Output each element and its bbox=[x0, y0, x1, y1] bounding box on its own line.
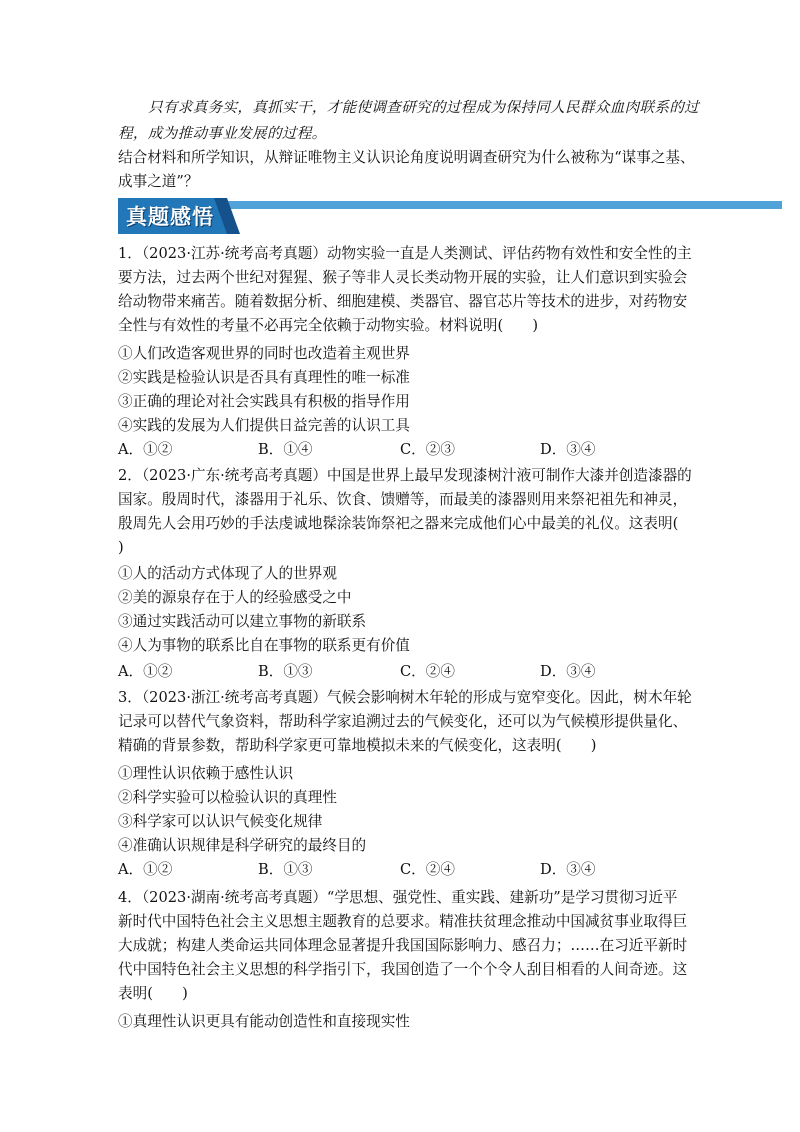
statement: ③正确的理论对社会实践具有积极的指导作用 bbox=[118, 393, 410, 410]
option-c[interactable]: C．②④ bbox=[400, 861, 455, 878]
question-1-text: 要方法，过去两个世纪对猩猩、猴子等非人灵长类动物开展的实验，让人们意识到实验会 bbox=[118, 269, 688, 286]
statement: ①真理性认识更具有能动创造性和直接现实性 bbox=[118, 1013, 410, 1030]
option-a[interactable]: A．①② bbox=[118, 663, 173, 680]
statement: ③科学家可以认识气候变化规律 bbox=[118, 813, 323, 830]
question-3-text: 精确的背景参数，帮助科学家更可靠地模拟未来的气候变化，这表明( ) bbox=[118, 737, 597, 754]
statement: ②实践是检验认识是否具有真理性的唯一标准 bbox=[118, 369, 410, 386]
question-3-text: 3．（2023·浙江·统考高考真题）气候会影响树木年轮的形成与宽窄变化。因此，树木年轮 bbox=[118, 689, 692, 706]
option-a[interactable]: A．①② bbox=[118, 441, 173, 458]
option-b[interactable]: B．①③ bbox=[258, 663, 313, 680]
question-prompt: 结合材料和所学知识，从辩证唯物主义认识论角度说明调查研究为什么被称为“谋事之基、 bbox=[118, 149, 695, 166]
statement: ②美的源泉存在于人的经验感受之中 bbox=[118, 589, 352, 606]
question-4-text: 大成就；构建人类命运共同体理念显著提升我国国际影响力、感召力；……在习近平新时 bbox=[118, 937, 688, 954]
question-1-text: 全性与有效性的考量不必再完全依赖于动物实验。材料说明( ) bbox=[118, 317, 539, 334]
question-2-text: 国家。殷周时代，漆器用于礼乐、饮食、馈赠等，而最美的漆器则用来祭祀祖先和神灵， bbox=[118, 491, 688, 508]
option-c[interactable]: C．②④ bbox=[400, 663, 455, 680]
statement: ④准确认识规律是科学研究的最终目的 bbox=[118, 837, 367, 854]
question-prompt: 成事之道”？ bbox=[118, 173, 199, 190]
option-b[interactable]: B．①④ bbox=[258, 441, 313, 458]
statement: ①人的活动方式体现了人的世界观 bbox=[118, 565, 337, 582]
question-2-text: 2．（2023·广东·统考高考真题）中国是世界上最早发现漆树汁液可制作大漆并创造漆器的 bbox=[118, 467, 692, 484]
question-1-text: 1．（2023·江苏·统考高考真题）动物实验一直是人类测试、评估药物有效性和安全性的主 bbox=[118, 245, 692, 262]
question-1-text: 给动物带来痛苦。随着数据分析、细胞建模、类器官、器官芯片等技术的进步，对药物安 bbox=[118, 293, 688, 310]
option-d[interactable]: D．③④ bbox=[540, 663, 596, 680]
question-4-text: 表明( ) bbox=[118, 985, 188, 1002]
option-a[interactable]: A．①② bbox=[118, 861, 173, 878]
banner-stripe bbox=[218, 201, 782, 209]
question-2-text: ) bbox=[118, 539, 124, 556]
statement: ①人们改造客观世界的同时也改造着主观世界 bbox=[118, 345, 410, 362]
statement: ③通过实践活动可以建立事物的新联系 bbox=[118, 613, 367, 630]
question-4-text: 新时代中国特色社会主义思想主题教育的总要求。精准扶贫理念推动中国减贫事业取得巨 bbox=[118, 913, 688, 930]
section-banner bbox=[118, 198, 782, 234]
statement: ①理性认识依赖于感性认识 bbox=[118, 765, 294, 782]
quote-line: 程，成为推动事业发展的过程。 bbox=[118, 125, 327, 142]
statement: ④人为事物的联系比自在事物的联系更有价值 bbox=[118, 637, 410, 654]
question-4-text: 代中国特色社会主义思想的科学指引下，我国创造了一个个令人刮目相看的人间奇迹。这 bbox=[118, 961, 688, 978]
statement: ④实践的发展为人们提供日益完善的认识工具 bbox=[118, 417, 410, 434]
option-c[interactable]: C．②③ bbox=[400, 441, 455, 458]
question-2-text: 殷周先人会用巧妙的手法虔诚地髹涂装饰祭祀之器来完成他们心中最美的礼仪。这表明( bbox=[118, 515, 679, 532]
option-d[interactable]: D．③④ bbox=[540, 861, 596, 878]
option-d[interactable]: D．③④ bbox=[540, 441, 596, 458]
option-b[interactable]: B．①③ bbox=[258, 861, 313, 878]
question-4-text: 4．（2023·湖南·统考高考真题）“学思想、强党性、重实践、建新功”是学习贯彻习近平 bbox=[118, 889, 678, 906]
question-3-text: 记录可以替代气象资料，帮助科学家追溯过去的气候变化，还可以为气候模形提供量化、 bbox=[118, 713, 688, 730]
section-title: 真题感悟 bbox=[126, 205, 214, 229]
statement: ②科学实验可以检验认识的真理性 bbox=[118, 789, 337, 806]
quote-line: 只有求真务实，真抓实干，才能使调查研究的过程成为保持同人民群众血肉联系的过 bbox=[148, 99, 700, 116]
